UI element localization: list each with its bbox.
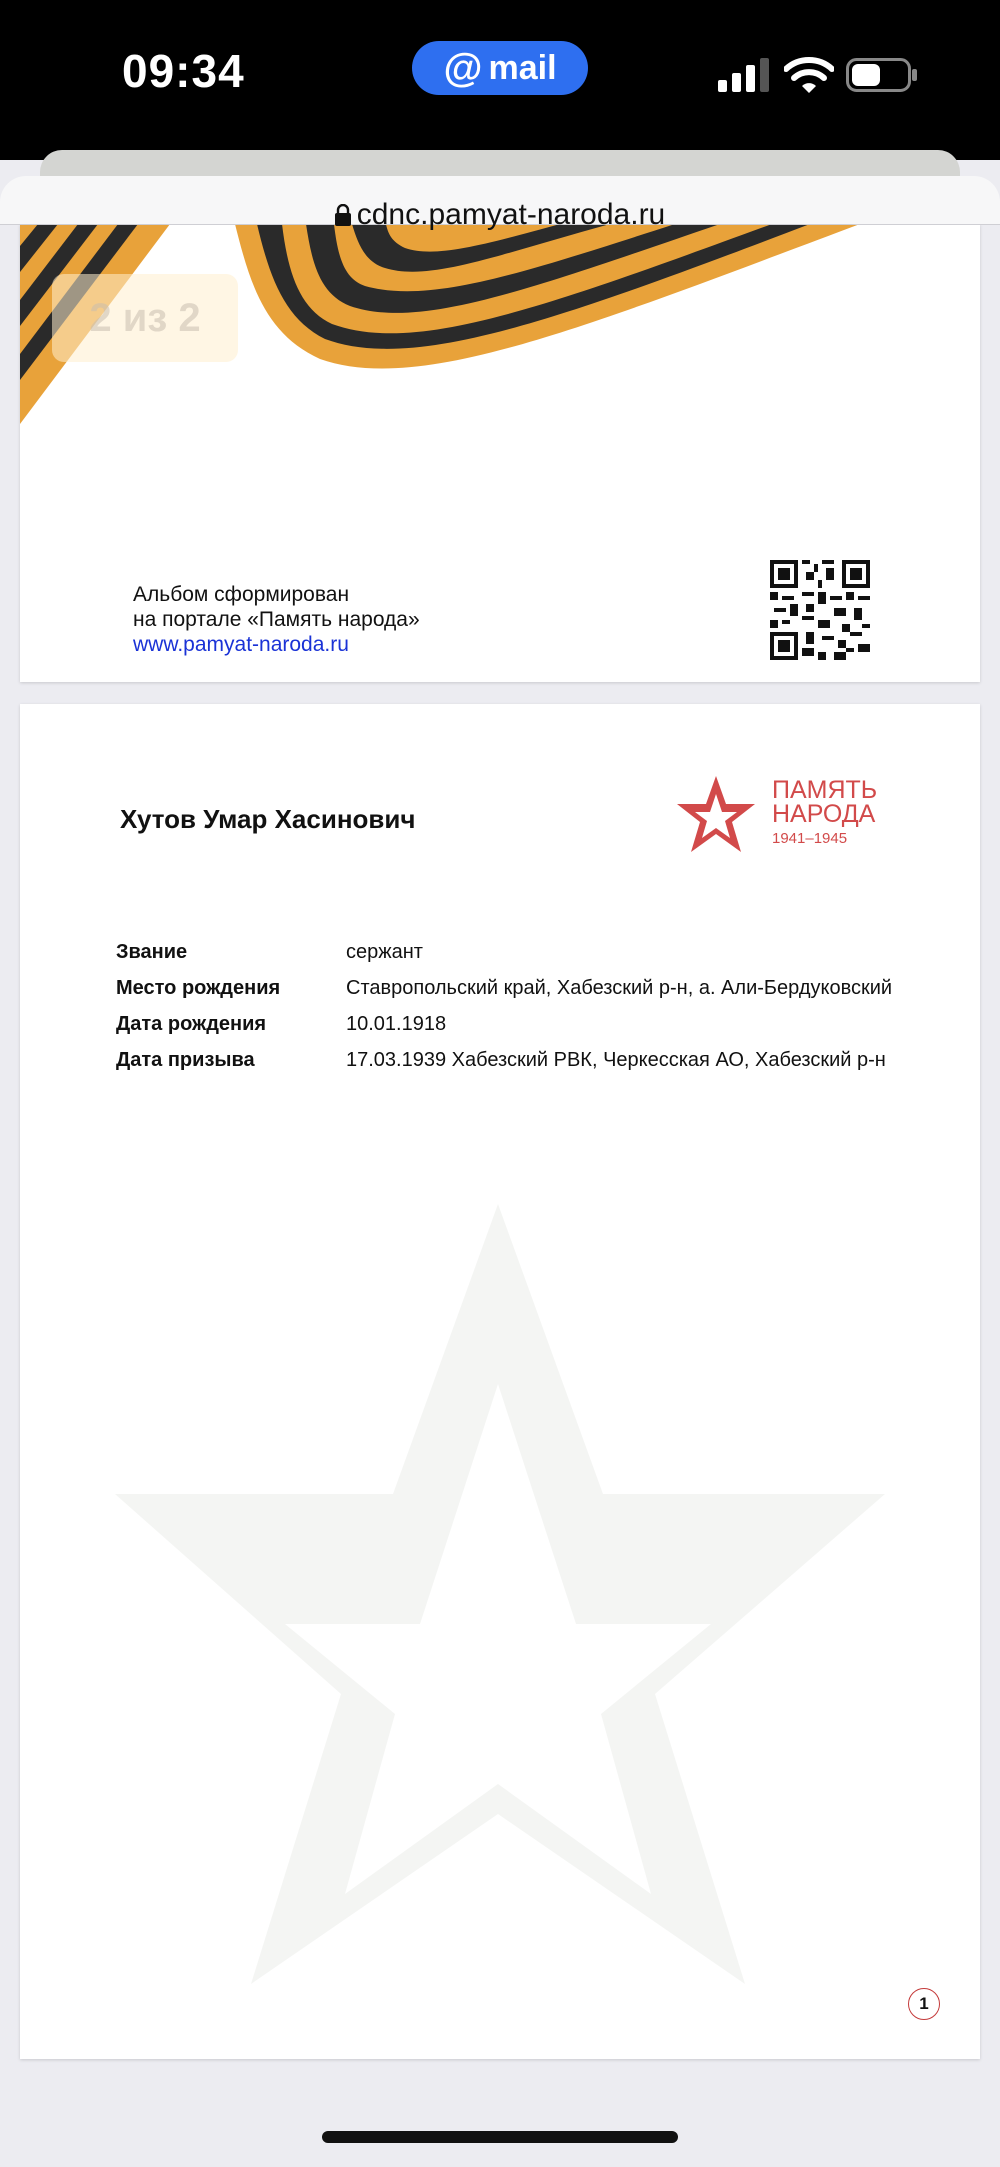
person-name: Хутов Умар Хасинович: [120, 804, 416, 834]
pamyat-naroda-logo: [675, 774, 905, 864]
field-label: Дата призыва: [116, 1049, 255, 1071]
field-value: сержант: [346, 941, 423, 963]
field-value: Ставропольский край, Хабезский р-н, а. Али-Бердуковский: [346, 977, 893, 999]
field-label: Дата рождения: [116, 1013, 267, 1035]
album-caption-line1: Альбом сформирован: [133, 583, 350, 606]
at-icon: @: [443, 46, 483, 90]
cellular-signal-icon: [718, 58, 770, 92]
mail-label: mail: [488, 48, 557, 87]
status-bar: [0, 0, 1000, 160]
portal-link[interactable]: www.pamyat-naroda.ru: [133, 633, 349, 656]
red-star-icon: [675, 774, 757, 856]
field-rank: [116, 940, 916, 964]
field-birthdate: [116, 1012, 916, 1036]
star-watermark: [115, 1204, 885, 1984]
field-label: Место рождения: [116, 977, 281, 999]
status-time: 09:34: [122, 45, 245, 97]
album-caption-line2: на портале «Память народа»: [133, 608, 420, 631]
home-indicator[interactable]: [322, 2131, 678, 2143]
wifi-icon: [784, 56, 834, 94]
album-caption: [133, 582, 420, 657]
field-conscription: [116, 1048, 916, 1072]
mail-app-pill[interactable]: [412, 41, 588, 95]
album-cover-page: [20, 224, 980, 682]
field-birthplace: [116, 976, 916, 1000]
url-bar[interactable]: [0, 176, 1000, 231]
page-number: 1: [908, 1988, 940, 2020]
person-fields: [116, 940, 916, 1084]
logo-years: 1941–1945: [772, 830, 848, 847]
lock-icon: [335, 204, 351, 226]
logo-line1: ПАМЯТЬ: [772, 776, 878, 804]
page-indicator: 2 из 2: [52, 274, 238, 362]
field-label: Звание: [116, 941, 188, 963]
browser-sheet: [0, 176, 1000, 2167]
person-card-page: [20, 704, 980, 2059]
field-value: 17.03.1939 Хабезский РВК, Черкесская АО, Хабезский р-н: [346, 1049, 886, 1071]
logo-line2: НАРОДА: [772, 800, 876, 828]
qr-code: [770, 560, 870, 660]
battery-icon: [846, 58, 918, 92]
field-value: 10.01.1918: [346, 1013, 447, 1035]
url-text: cdnc.pamyat-naroda.ru: [356, 198, 666, 231]
